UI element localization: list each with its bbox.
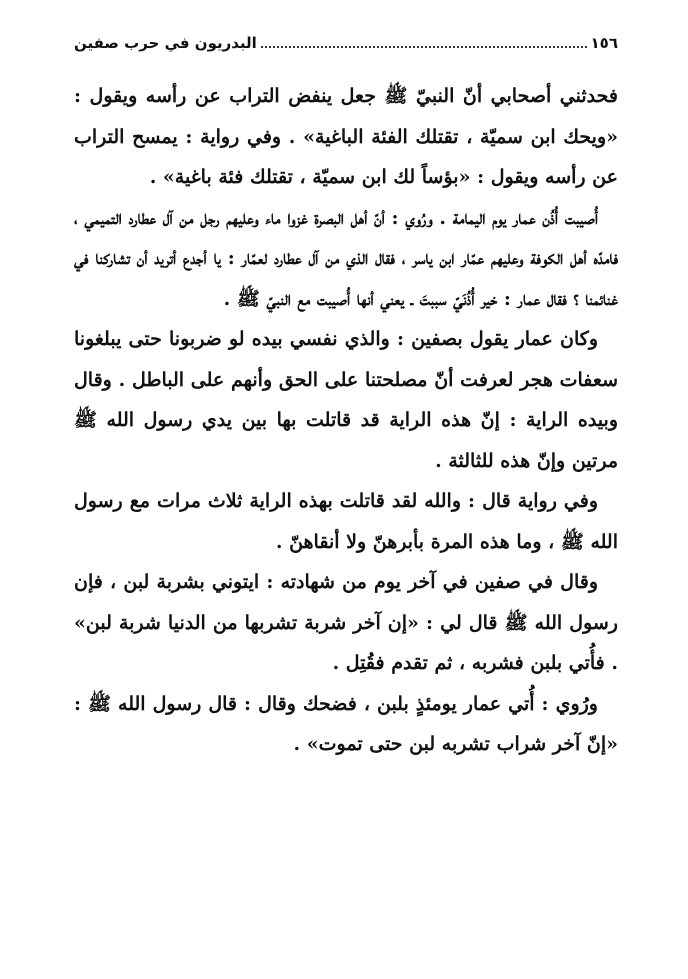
paragraph-4: وفي رواية قال : والله لقد قاتلت بهذه الراية ثلاث مرات مع رسول الله ﷺ ، وما هذه المرة بأبرهنّ ولا أنقاهنّ . (74, 490, 618, 553)
header-dot-leader (261, 34, 587, 48)
running-title: البدريون في حرب صفين (74, 34, 257, 52)
page-number: ١٥٦ (590, 34, 618, 52)
paragraph-2: أُصيبت أُذُن عمار يوم اليمامة . ورُوي : أنّ أهل البصرة غزوا ماء وعليهم رجل من آل عطارد التميمي ، فامدّه أهل الكوفة وعليهم عمّار ابن ياسر ، فقال الذي من آل عطارد لعمّار : يا أجدع أتريد أن تشاركنا في غنائمنا ؟ فقال عمار : خير أُذُنَيّ سببتَ ـ يعني أنها أُصيبت مع النبيّ ﷺ . (74, 206, 618, 310)
page-body (74, 76, 618, 765)
page-header (74, 30, 618, 56)
paragraph-1: فحدثني أصحابي أنّ النبيّ ﷺ جعل ينفض التراب عن رأسه ويقول : «ويحك ابن سميّة ، تقتلك الفئة الباغية» . وفي رواية : يمسح التراب عن رأسه ويقول : «بؤساً لك ابن سميّة ، تقتلك فئة باغية» . (74, 85, 618, 188)
paragraph-6: ورُوي : أُتي عمار يومئذٍ بلبن ، فضحك وقال : قال رسول الله ﷺ : «إنّ آخر شراب تشربه لبن حتى تموت» . (74, 692, 618, 755)
paragraph-5: وقال في صفين في آخر يوم من شهادته : ايتوني بشربة لبن ، فإن رسول الله ﷺ قال لي : «إن آخر شربة تشربها من الدنيا شربة لبن» . فأُتي بلبن فشربه ، ثم تقدم فقُتِل . (74, 571, 618, 674)
paragraph-3: وكان عمار يقول بصفين : والذي نفسي بيده لو ضربونا حتى يبلغونا سعفات هجر لعرفت أنّ مصلحتنا على الحق وأنهم على الباطل . وقال وبيده الراية : إنّ هذه الراية قد قاتلت بها بين يدي رسول الله ﷺ مرتين وإنّ هذه للثالثة . (74, 328, 618, 472)
